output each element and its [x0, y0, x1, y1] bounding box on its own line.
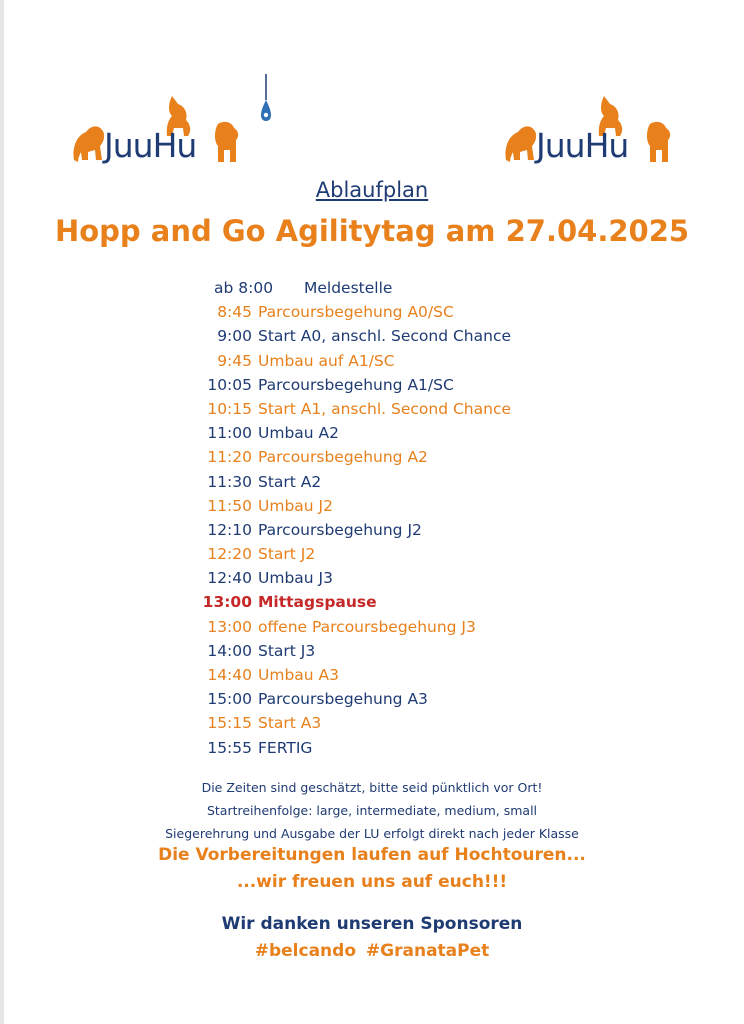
schedule-item	[196, 590, 511, 614]
schedule-time: ab 8:00	[214, 279, 274, 297]
schedule-label: Start J3	[258, 641, 316, 660]
logo-text: JuuHu	[104, 126, 197, 165]
schedule-list	[196, 276, 511, 760]
schedule-label: Parcoursbegehung A0/SC	[258, 303, 454, 322]
schedule-item	[196, 615, 511, 639]
schedule-label: Parcoursbegehung A2	[258, 448, 428, 467]
schedule-item	[196, 470, 511, 494]
schedule-item	[196, 397, 511, 421]
schedule-item	[196, 276, 511, 300]
logo-text: JuuHu	[536, 126, 629, 165]
schedule-item	[196, 518, 511, 542]
schedule-item	[196, 300, 511, 324]
schedule-item	[196, 421, 511, 445]
note-start-order: Startreihenfolge: large, intermediate, medium, small	[206, 803, 538, 818]
schedule-label: Start J2	[258, 545, 316, 564]
schedule-item	[196, 663, 511, 687]
closing-line-1: Die Vorbereitungen laufen auf Hochtouren...	[158, 845, 586, 865]
schedule-item	[196, 566, 511, 590]
schedule-label: Parcoursbegehung A1/SC	[258, 375, 454, 394]
schedule-item	[196, 349, 511, 373]
schedule-item	[196, 639, 511, 663]
schedule-time: 14:40	[207, 666, 252, 684]
schedule-time: 10:15	[207, 399, 252, 418]
note-awards: Siegerehrung und Ausgabe der LU erfolgt direkt nach jeder Klasse	[165, 826, 579, 841]
schedule-item	[196, 542, 511, 566]
schedule-item	[196, 687, 511, 711]
schedule-time: 13:00	[202, 593, 252, 612]
note-times: Die Zeiten sind geschätzt, bitte seid pünktlich vor Ort!	[201, 780, 543, 795]
schedule-time: 12:10	[207, 520, 252, 539]
schedule-label: Start A3	[258, 714, 322, 733]
schedule-time: 8:45	[217, 303, 252, 322]
schedule-time: 11:00	[207, 424, 252, 443]
schedule-item	[196, 711, 511, 735]
schedule-label: offene Parcoursbegehung J3	[258, 617, 476, 636]
schedule-time: 11:50	[207, 496, 252, 515]
page-edge	[0, 0, 4, 1024]
schedule-label: Mittagspause	[258, 593, 377, 612]
schedule-item	[196, 373, 511, 397]
schedule-time: 10:05	[207, 375, 252, 394]
schedule-time: 12:20	[207, 545, 252, 564]
schedule-label: Meldestelle	[304, 279, 393, 297]
schedule-time: 9:00	[217, 327, 252, 346]
closing-line-2: ...wir freuen uns auf euch!!!	[236, 872, 508, 892]
schedule-item	[196, 445, 511, 469]
schedule-time: 15:55	[207, 738, 252, 757]
schedule-label: FERTIG	[258, 738, 313, 757]
schedule-time: 12:40	[207, 569, 252, 588]
page-subtitle: Ablaufplan	[315, 178, 429, 202]
schedule-time: 13:00	[207, 617, 252, 636]
schedule-time: 15:15	[207, 714, 252, 733]
schedule-label: Start A1, anschl. Second Chance	[258, 399, 512, 418]
juuhu-logo-right	[500, 90, 685, 170]
schedule-label: Umbau J3	[258, 569, 333, 588]
schedule-item	[196, 494, 511, 518]
schedule-item	[196, 736, 511, 760]
schedule-time: 11:20	[207, 448, 252, 467]
schedule-time: 15:00	[207, 690, 252, 709]
schedule-label: Umbau A3	[258, 666, 339, 684]
juuhu-logo-left	[68, 90, 253, 170]
schedule-time: 11:30	[207, 472, 252, 491]
schedule-label: Umbau auf A1/SC	[258, 351, 395, 370]
water-drop-icon	[258, 74, 274, 124]
schedule-label: Start A0, anschl. Second Chance	[258, 327, 512, 346]
schedule-label: Parcoursbegehung J2	[258, 520, 422, 539]
schedule-label: Start A2	[258, 472, 322, 491]
sponsor-tags: #belcando #GranataPet	[254, 941, 490, 961]
schedule-label: Umbau A2	[258, 424, 339, 443]
schedule-time: 14:00	[207, 641, 252, 660]
page-title: Hopp and Go Agilitytag am 27.04.2025	[54, 214, 690, 248]
schedule-label: Parcoursbegehung A3	[258, 690, 428, 709]
schedule-item	[196, 324, 511, 348]
sponsors-thanks: Wir danken unseren Sponsoren	[221, 914, 523, 934]
schedule-label: Umbau J2	[258, 496, 333, 515]
schedule-time: 9:45	[217, 351, 252, 370]
